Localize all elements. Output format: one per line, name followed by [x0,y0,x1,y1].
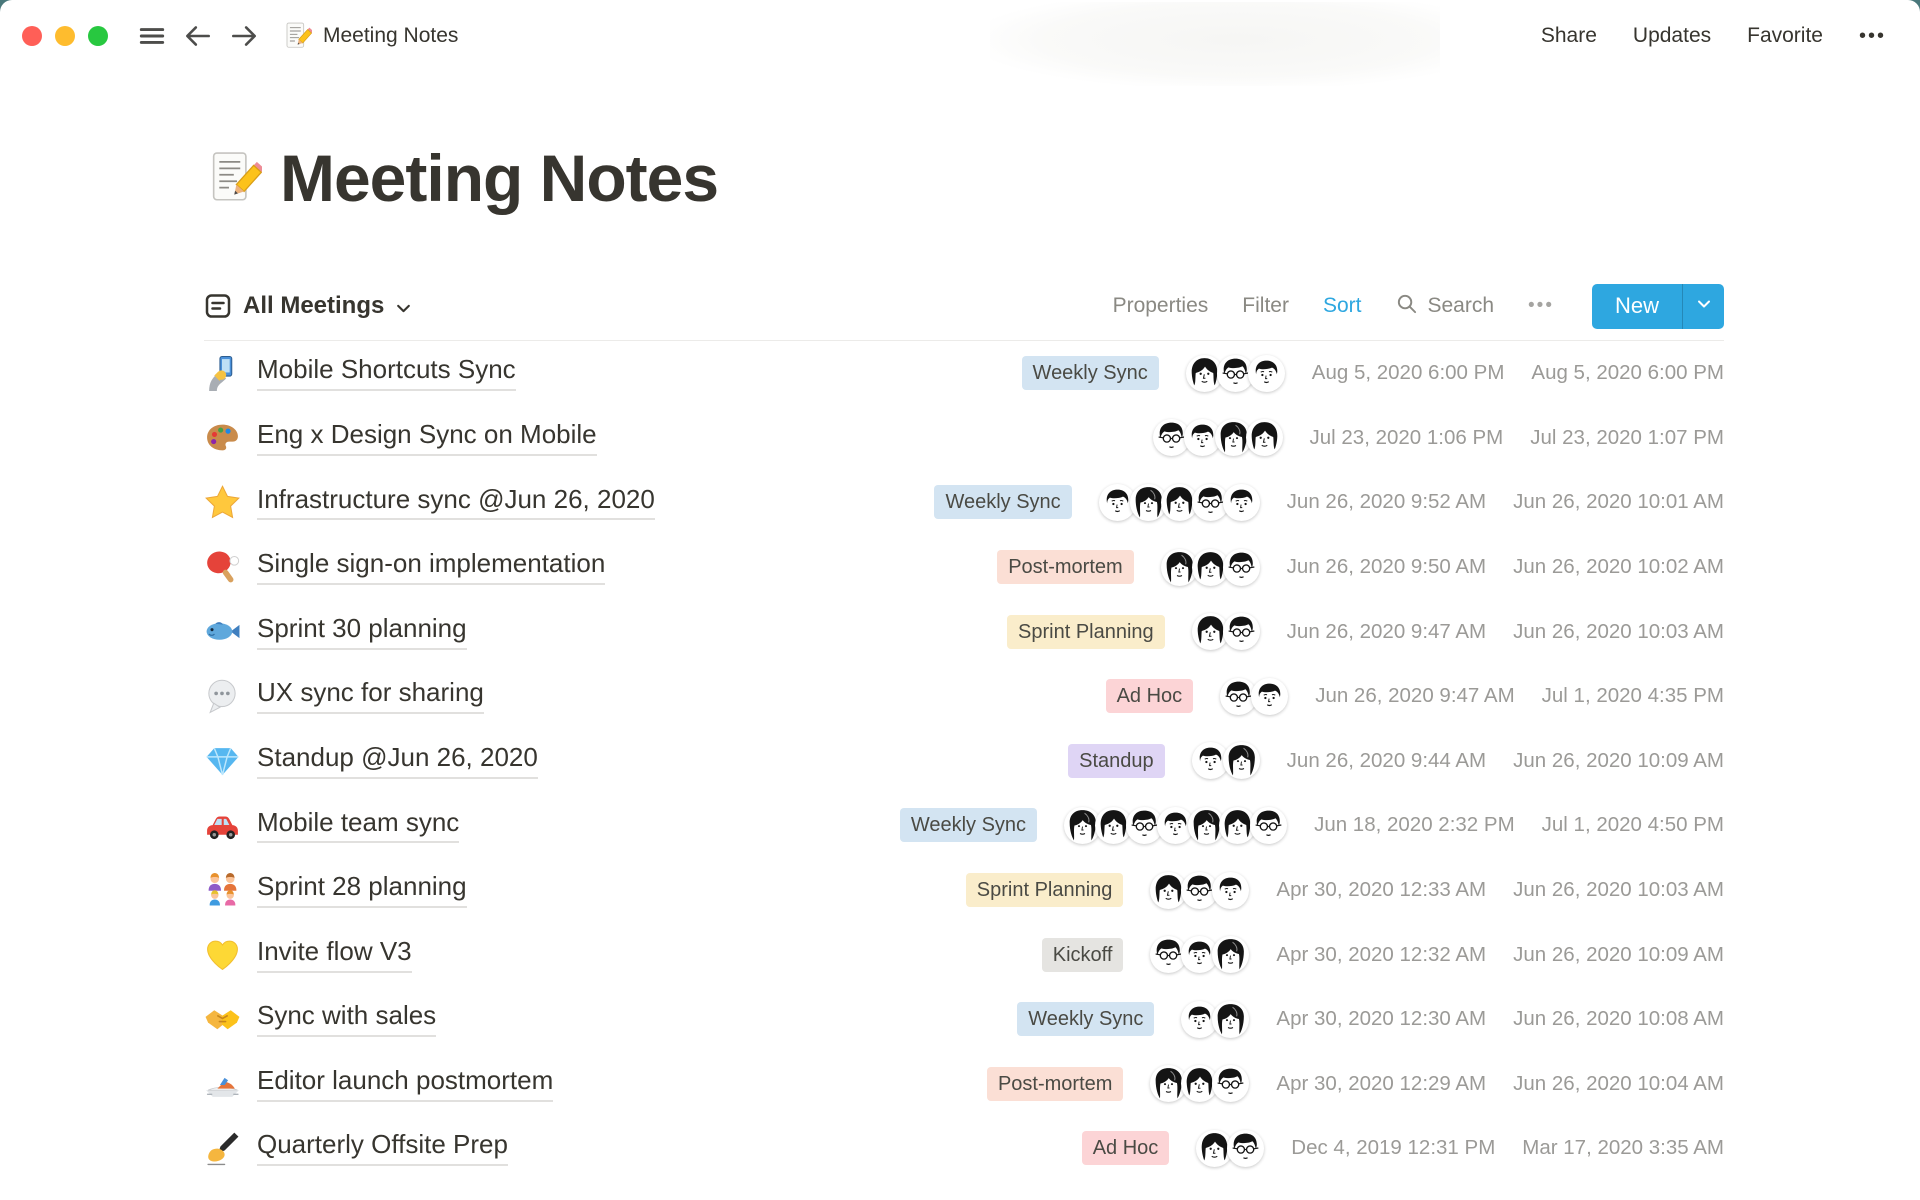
handshake-icon [204,1001,241,1038]
meeting-type-tag[interactable]: Weekly Sync [1017,1002,1154,1036]
meeting-type-tag[interactable]: Weekly Sync [900,808,1037,842]
updates-button[interactable]: Updates [1632,24,1712,47]
share-button[interactable]: Share [1540,24,1597,47]
meeting-rows [204,341,1724,1181]
more-options-icon[interactable]: ••• [1858,24,1886,47]
writing-hand-icon [204,1130,241,1167]
table-row [204,858,1724,923]
attendee-avatar [1251,678,1288,715]
zoom-window-button[interactable] [88,26,108,46]
attendee-avatars [1181,1001,1249,1038]
meeting-title-link[interactable]: Editor launch postmortem [257,1066,553,1102]
created-time: Dec 4, 2019 12:31 PM [1291,1136,1496,1160]
view-more-options-icon[interactable]: ••• [1528,295,1554,316]
attendee-avatar [1250,807,1287,844]
attendee-avatars [1150,936,1249,973]
attendee-avatar [1223,549,1260,586]
titlebar [0,0,1920,72]
attendee-avatars [1099,484,1260,521]
attendee-avatar [1212,1001,1249,1038]
created-time: Jun 26, 2020 9:47 AM [1315,684,1515,708]
last-edited-time: Jun 26, 2020 10:04 AM [1513,1071,1724,1095]
meeting-title-link[interactable]: Quarterly Offsite Prep [257,1130,508,1166]
properties-button[interactable]: Properties [1112,294,1209,317]
attendee-avatars [1220,678,1288,715]
forward-arrow-icon[interactable] [226,18,262,54]
created-time: Apr 30, 2020 12:33 AM [1276,878,1487,902]
created-time: Jun 18, 2020 2:32 PM [1314,813,1515,837]
attendee-avatars [1161,549,1260,586]
search-label: Search [1427,294,1495,317]
created-time: Jun 26, 2020 9:44 AM [1286,748,1487,772]
created-time: Jul 23, 2020 1:06 PM [1309,425,1504,449]
attendee-avatar [1212,936,1249,973]
meeting-title-link[interactable]: Mobile team sync [257,808,459,844]
chevron-down-icon [1696,296,1712,317]
table-row [204,729,1724,794]
created-time: Jun 26, 2020 9:47 AM [1286,619,1487,643]
meeting-title-link[interactable]: Infrastructure sync @Jun 26, 2020 [257,485,655,521]
attendee-avatars [1153,419,1283,456]
attendee-avatar [1212,1065,1249,1102]
attendee-avatar [1227,1130,1264,1167]
attendee-avatar [1223,742,1260,779]
last-edited-time: Mar 17, 2020 3:35 AM [1522,1136,1724,1160]
meeting-title-link[interactable]: Sprint 28 planning [257,872,467,908]
last-edited-time: Jun 26, 2020 10:08 AM [1513,1007,1724,1031]
meeting-title-link[interactable]: Sync with sales [257,1001,436,1037]
meeting-title-link[interactable]: Eng x Design Sync on Mobile [257,420,597,456]
meeting-type-tag[interactable]: Ad Hoc [1106,679,1194,713]
attendee-avatars [1186,355,1285,392]
chevron-down-icon [395,296,412,317]
table-row [204,664,1724,729]
search-button[interactable] [1395,292,1494,321]
created-time: Apr 30, 2020 12:29 AM [1276,1071,1487,1095]
table-row [204,1052,1724,1117]
created-time: Jun 26, 2020 9:52 AM [1286,490,1487,514]
car-icon [204,807,241,844]
meeting-type-tag[interactable]: Sprint Planning [1007,615,1165,649]
erased-content-smudge [990,2,1440,86]
meeting-title-link[interactable]: Standup @Jun 26, 2020 [257,743,538,779]
family-icon [204,872,241,909]
selfie-icon [204,355,241,392]
attendee-avatar [1246,419,1283,456]
last-edited-time: Jul 1, 2020 4:50 PM [1541,813,1724,837]
ping-pong-icon [204,549,241,586]
meeting-type-tag[interactable]: Kickoff [1042,938,1124,972]
attendee-avatar [1223,484,1260,521]
attendee-avatars [1192,742,1260,779]
gem-icon [204,742,241,779]
new-dropdown-button[interactable] [1682,284,1724,329]
sort-button[interactable]: Sort [1322,294,1362,317]
attendee-avatar [1212,872,1249,909]
attendee-avatars [1150,1065,1249,1102]
meeting-type-tag[interactable]: Post-mortem [987,1067,1123,1101]
attendee-avatars [1192,613,1260,650]
last-edited-time: Jul 23, 2020 1:07 PM [1530,425,1724,449]
table-row [204,922,1724,987]
meeting-type-tag[interactable]: Post-mortem [997,550,1133,584]
meeting-type-tag[interactable]: Ad Hoc [1082,1131,1170,1165]
speedboat-icon [204,1065,241,1102]
yellow-heart-icon [204,936,241,973]
favorite-button[interactable]: Favorite [1747,24,1823,47]
breadcrumb[interactable] [282,21,458,51]
page-title[interactable]: Meeting Notes [280,140,719,215]
table-row [204,793,1724,858]
speech-balloon-icon [204,678,241,715]
back-arrow-icon[interactable] [180,18,216,54]
meeting-type-tag[interactable]: Sprint Planning [966,873,1124,907]
meeting-title-link[interactable]: UX sync for sharing [257,678,484,714]
table-row [204,406,1724,471]
table-view-icon [204,292,232,320]
titlebar-page-title: Meeting Notes [323,24,459,47]
sidebar-menu-icon[interactable] [134,18,170,54]
meeting-title-link[interactable]: Mobile Shortcuts Sync [257,355,516,391]
meeting-type-tag[interactable]: Standup [1068,744,1165,778]
view-toolbar [204,282,1724,330]
last-edited-time: Jun 26, 2020 10:03 AM [1513,619,1724,643]
new-button-group [1592,284,1724,329]
meeting-title-link[interactable]: Single sign-on implementation [257,549,605,585]
palette-icon [204,419,241,456]
table-row [204,1116,1724,1181]
table-row [204,341,1724,406]
traffic-lights [22,26,108,46]
star-icon [204,484,241,521]
close-window-button[interactable] [22,26,42,46]
search-icon [1395,292,1418,321]
last-edited-time: Jun 26, 2020 10:09 AM [1513,942,1724,966]
meeting-title-link[interactable]: Invite flow V3 [257,937,412,973]
table-row [204,987,1724,1052]
memo-icon [282,21,312,51]
meeting-title-link[interactable]: Sprint 30 planning [257,614,467,650]
created-time: Aug 5, 2020 6:00 PM [1311,361,1505,385]
created-time: Jun 26, 2020 9:50 AM [1286,555,1487,579]
new-button[interactable]: New [1614,293,1659,318]
fish-icon [204,613,241,650]
view-switcher[interactable] [204,292,412,320]
page-header [204,136,1724,220]
created-time: Apr 30, 2020 12:30 AM [1276,1007,1487,1031]
last-edited-time: Jun 26, 2020 10:09 AM [1513,748,1724,772]
last-edited-time: Jun 26, 2020 10:01 AM [1513,490,1724,514]
last-edited-time: Jul 1, 2020 4:35 PM [1541,684,1724,708]
created-time: Apr 30, 2020 12:32 AM [1276,942,1487,966]
table-row [204,535,1724,600]
view-name: All Meetings [243,292,385,319]
memo-icon[interactable] [204,149,262,207]
last-edited-time: Jun 26, 2020 10:02 AM [1513,555,1724,579]
attendee-avatars [1064,807,1287,844]
last-edited-time: Jun 26, 2020 10:03 AM [1513,878,1724,902]
meeting-type-tag[interactable]: Weekly Sync [1022,356,1159,390]
attendee-avatar [1248,355,1285,392]
last-edited-time: Aug 5, 2020 6:00 PM [1531,361,1724,385]
table-row [204,470,1724,535]
attendee-avatars [1196,1130,1264,1167]
attendee-avatars [1150,872,1249,909]
meeting-type-tag[interactable]: Weekly Sync [934,485,1071,519]
minimize-window-button[interactable] [55,26,75,46]
filter-button[interactable]: Filter [1242,294,1289,317]
attendee-avatar [1223,613,1260,650]
table-row [204,599,1724,664]
